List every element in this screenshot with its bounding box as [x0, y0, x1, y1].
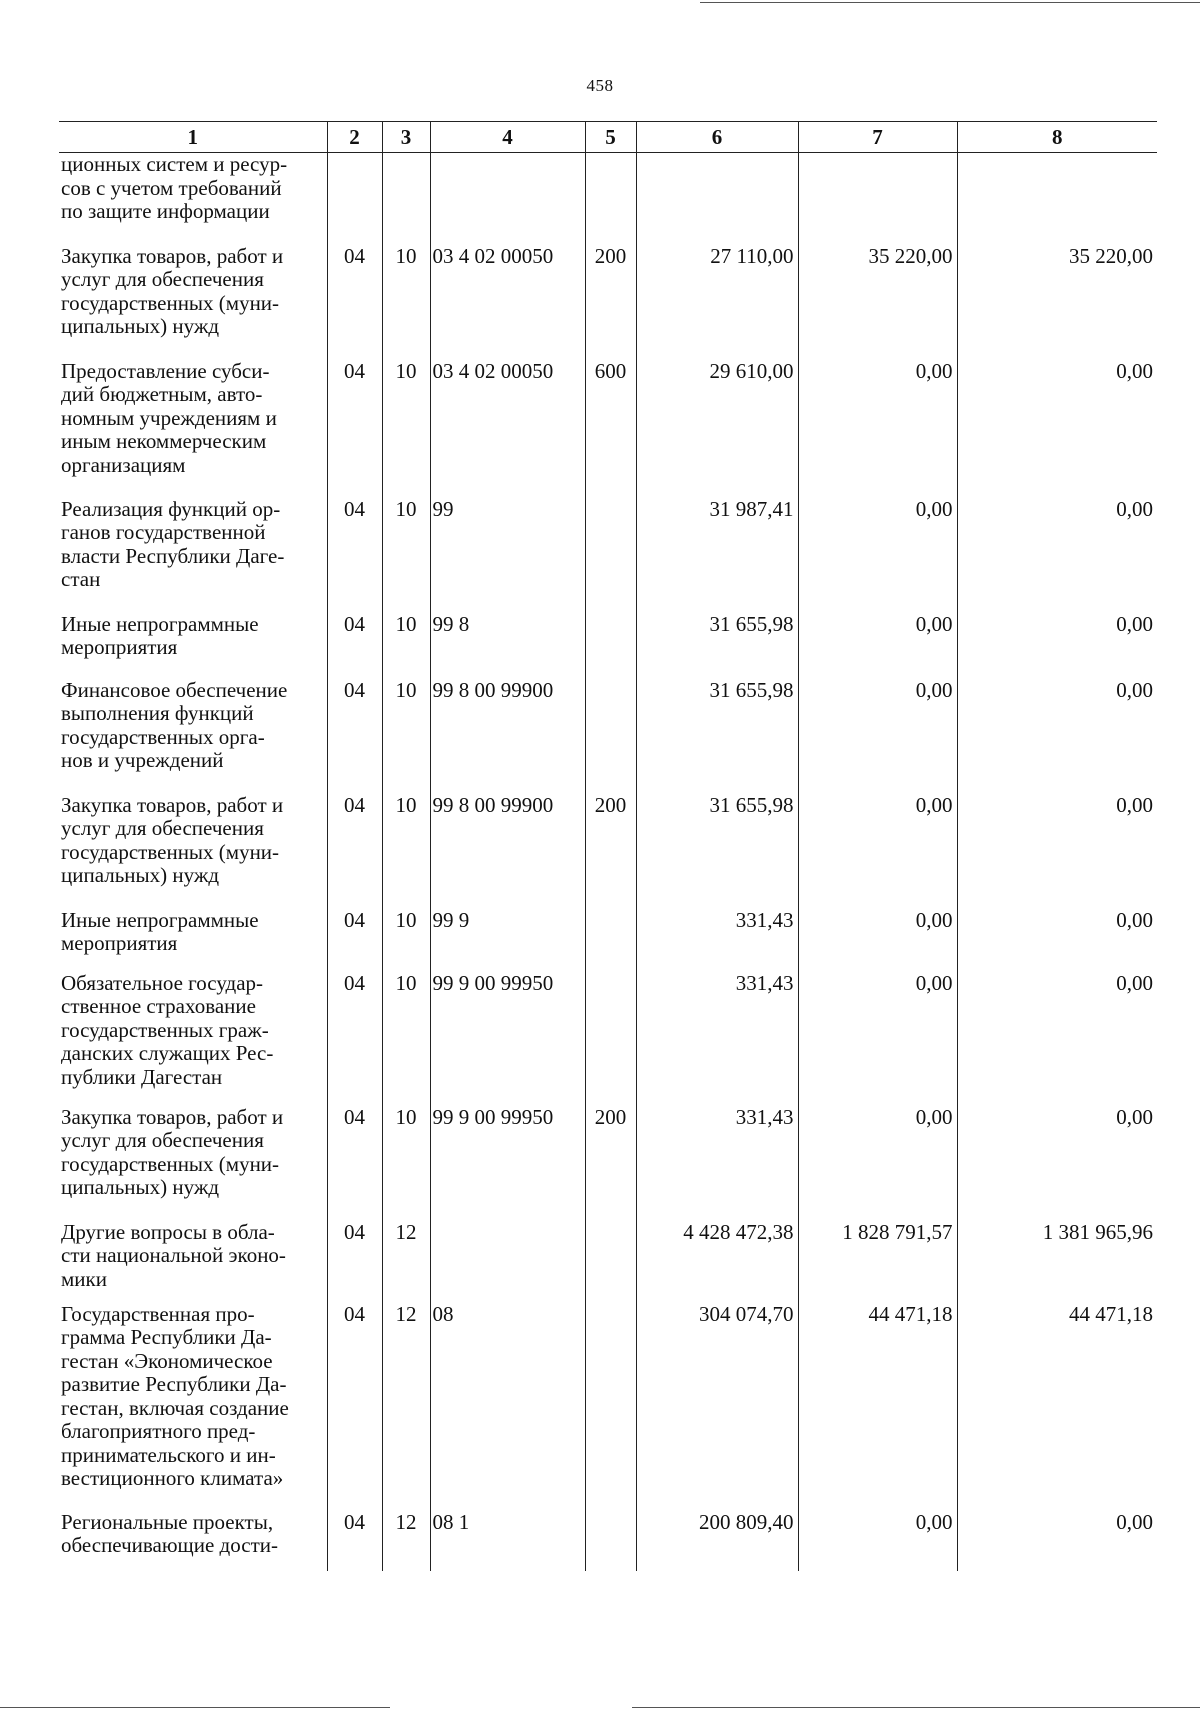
row-section: 04 [327, 613, 382, 679]
row-section: 04 [327, 498, 382, 613]
row-amount-col8: 0,00 [957, 613, 1157, 679]
row-amount-col7: 44 471,18 [798, 1303, 957, 1511]
row-target-article: 99 8 [430, 613, 585, 679]
row-amount-col8: 35 220,00 [957, 245, 1157, 360]
row-amount-col6: 331,43 [636, 1106, 798, 1221]
row-amount-col6: 31 987,41 [636, 498, 798, 613]
row-description: Иные непрограммные мероприятия [61, 907, 259, 955]
row-amount-col6: 31 655,98 [636, 794, 798, 909]
row-section: 04 [327, 1303, 382, 1511]
row-amount-col8: 44 471,18 [957, 1303, 1157, 1511]
table-row [59, 245, 1157, 360]
bottom-rule-left [0, 1707, 390, 1708]
row-target-article: 99 [430, 498, 585, 613]
row-subsection: 12 [382, 1303, 430, 1511]
row-description: Закупка товаров, работ и услуг для обеспечения государственных (муни- ципальных) нужд [61, 243, 284, 338]
row-target-article: 99 9 [430, 909, 585, 972]
header-col-5: 5 [585, 122, 636, 153]
row-subsection: 10 [382, 972, 430, 1106]
table-row [59, 1221, 1157, 1303]
row-expense-type: 600 [585, 360, 636, 498]
table-row [59, 613, 1157, 679]
row-subsection: 10 [382, 1106, 430, 1221]
row-section: 04 [327, 360, 382, 498]
row-target-article: 03 4 02 00050 [430, 360, 585, 498]
row-amount-col7: 0,00 [798, 1511, 957, 1571]
row-amount-col8: 0,00 [957, 498, 1157, 613]
row-amount-col8: 0,00 [957, 360, 1157, 498]
row-expense-type [585, 909, 636, 972]
row-description: Финансовое обеспечение выполнения функций государственных орга- нов и учреждений [61, 677, 288, 772]
row-amount-col6: 331,43 [636, 972, 798, 1106]
row-section: 04 [327, 679, 382, 794]
row-expense-type: 200 [585, 245, 636, 360]
header-col-6: 6 [636, 122, 798, 153]
row-description: Региональные проекты, обеспечивающие дости- [61, 1509, 278, 1557]
row-subsection: 12 [382, 1221, 430, 1303]
table-row [59, 498, 1157, 613]
row-expense-type [585, 498, 636, 613]
row-amount-col8 [957, 153, 1157, 245]
table-row [59, 1106, 1157, 1221]
row-amount-col7: 0,00 [798, 613, 957, 679]
row-expense-type [585, 1511, 636, 1571]
row-subsection: 10 [382, 794, 430, 909]
row-amount-col6: 200 809,40 [636, 1511, 798, 1571]
row-amount-col6: 29 610,00 [636, 360, 798, 498]
row-target-article [430, 153, 585, 245]
row-amount-col7: 0,00 [798, 909, 957, 972]
row-amount-col7: 0,00 [798, 679, 957, 794]
row-description: ционных систем и ресур- сов с учетом требований по защите информации [61, 152, 288, 223]
row-expense-type: 200 [585, 794, 636, 909]
row-subsection: 10 [382, 360, 430, 498]
row-target-article [430, 1221, 585, 1303]
row-amount-col6: 31 655,98 [636, 613, 798, 679]
row-expense-type [585, 679, 636, 794]
row-amount-col7: 0,00 [798, 1106, 957, 1221]
row-amount-col7: 0,00 [798, 360, 957, 498]
header-col-3: 3 [382, 122, 430, 153]
row-subsection: 10 [382, 909, 430, 972]
row-amount-col8: 0,00 [957, 1511, 1157, 1571]
row-subsection: 10 [382, 498, 430, 613]
table-row [59, 972, 1157, 1106]
row-description: Предоставление субси- дий бюджетным, авто- номным учреждениям и иным некоммерческим организациям [61, 358, 277, 477]
row-amount-col6: 4 428 472,38 [636, 1221, 798, 1303]
header-col-8: 8 [957, 122, 1157, 153]
row-amount-col8: 1 381 965,96 [957, 1221, 1157, 1303]
top-scan-rule [700, 2, 1200, 3]
row-target-article: 03 4 02 00050 [430, 245, 585, 360]
row-section: 04 [327, 794, 382, 909]
row-section: 04 [327, 1511, 382, 1571]
row-amount-col7: 0,00 [798, 498, 957, 613]
row-target-article: 99 8 00 99900 [430, 794, 585, 909]
table-row [59, 1303, 1157, 1511]
header-col-4: 4 [430, 122, 585, 153]
page-number: 458 [586, 76, 614, 95]
row-section: 04 [327, 1106, 382, 1221]
row-section: 04 [327, 909, 382, 972]
row-amount-col8: 0,00 [957, 794, 1157, 909]
row-amount-col8: 0,00 [957, 679, 1157, 794]
row-section [327, 153, 382, 245]
row-amount-col8: 0,00 [957, 909, 1157, 972]
row-target-article: 99 8 00 99900 [430, 679, 585, 794]
budget-table [59, 121, 1157, 1571]
table-row [59, 360, 1157, 498]
row-section: 04 [327, 245, 382, 360]
header-col-2: 2 [327, 122, 382, 153]
row-subsection: 12 [382, 1511, 430, 1571]
row-amount-col6: 331,43 [636, 909, 798, 972]
row-subsection [382, 153, 430, 245]
table-body [59, 153, 1157, 1571]
row-description: Закупка товаров, работ и услуг для обеспечения государственных (муни- ципальных) нужд [61, 792, 284, 887]
row-amount-col7 [798, 153, 957, 245]
row-expense-type [585, 972, 636, 1106]
row-amount-col7: 35 220,00 [798, 245, 957, 360]
table-row [59, 1511, 1157, 1571]
row-subsection: 10 [382, 245, 430, 360]
row-amount-col8: 0,00 [957, 1106, 1157, 1221]
row-amount-col7: 1 828 791,57 [798, 1221, 957, 1303]
row-expense-type [585, 613, 636, 679]
table-row [59, 153, 1157, 245]
row-subsection: 10 [382, 679, 430, 794]
row-target-article: 08 1 [430, 1511, 585, 1571]
table-row [59, 794, 1157, 909]
row-description: Обязательное государ- ственное страхование государственных граж- данских служащих Рес- публики Дагестан [61, 970, 274, 1089]
row-description: Закупка товаров, работ и услуг для обеспечения государственных (муни- ципальных) нужд [61, 1104, 284, 1199]
row-expense-type [585, 1303, 636, 1511]
row-amount-col7: 0,00 [798, 794, 957, 909]
table-row [59, 909, 1157, 972]
row-description: Реализация функций ор- ганов государственной власти Республики Даге- стан [61, 496, 285, 591]
row-amount-col8: 0,00 [957, 972, 1157, 1106]
row-expense-type [585, 1221, 636, 1303]
row-amount-col6 [636, 153, 798, 245]
row-target-article: 99 9 00 99950 [430, 1106, 585, 1221]
row-target-article: 99 9 00 99950 [430, 972, 585, 1106]
row-section: 04 [327, 972, 382, 1106]
header-row [59, 122, 1157, 153]
row-description: Иные непрограммные мероприятия [61, 611, 259, 659]
row-subsection: 10 [382, 613, 430, 679]
row-amount-col6: 31 655,98 [636, 679, 798, 794]
header-col-7: 7 [798, 122, 957, 153]
row-description: Государственная про- грамма Республики Да- гестан «Экономическое развитие Республики Да- гестан, включая создание благоприятного пред- принимательского и ин- вестиционного климата» [61, 1301, 289, 1490]
row-expense-type [585, 153, 636, 245]
row-amount-col6: 27 110,00 [636, 245, 798, 360]
row-expense-type: 200 [585, 1106, 636, 1221]
row-target-article: 08 [430, 1303, 585, 1511]
table-row [59, 679, 1157, 794]
row-amount-col7: 0,00 [798, 972, 957, 1106]
row-description: Другие вопросы в обла- сти национальной эконо- мики [61, 1219, 286, 1291]
bottom-rule-right [632, 1707, 1200, 1708]
row-amount-col6: 304 074,70 [636, 1303, 798, 1511]
header-col-1: 1 [59, 122, 327, 153]
row-section: 04 [327, 1221, 382, 1303]
